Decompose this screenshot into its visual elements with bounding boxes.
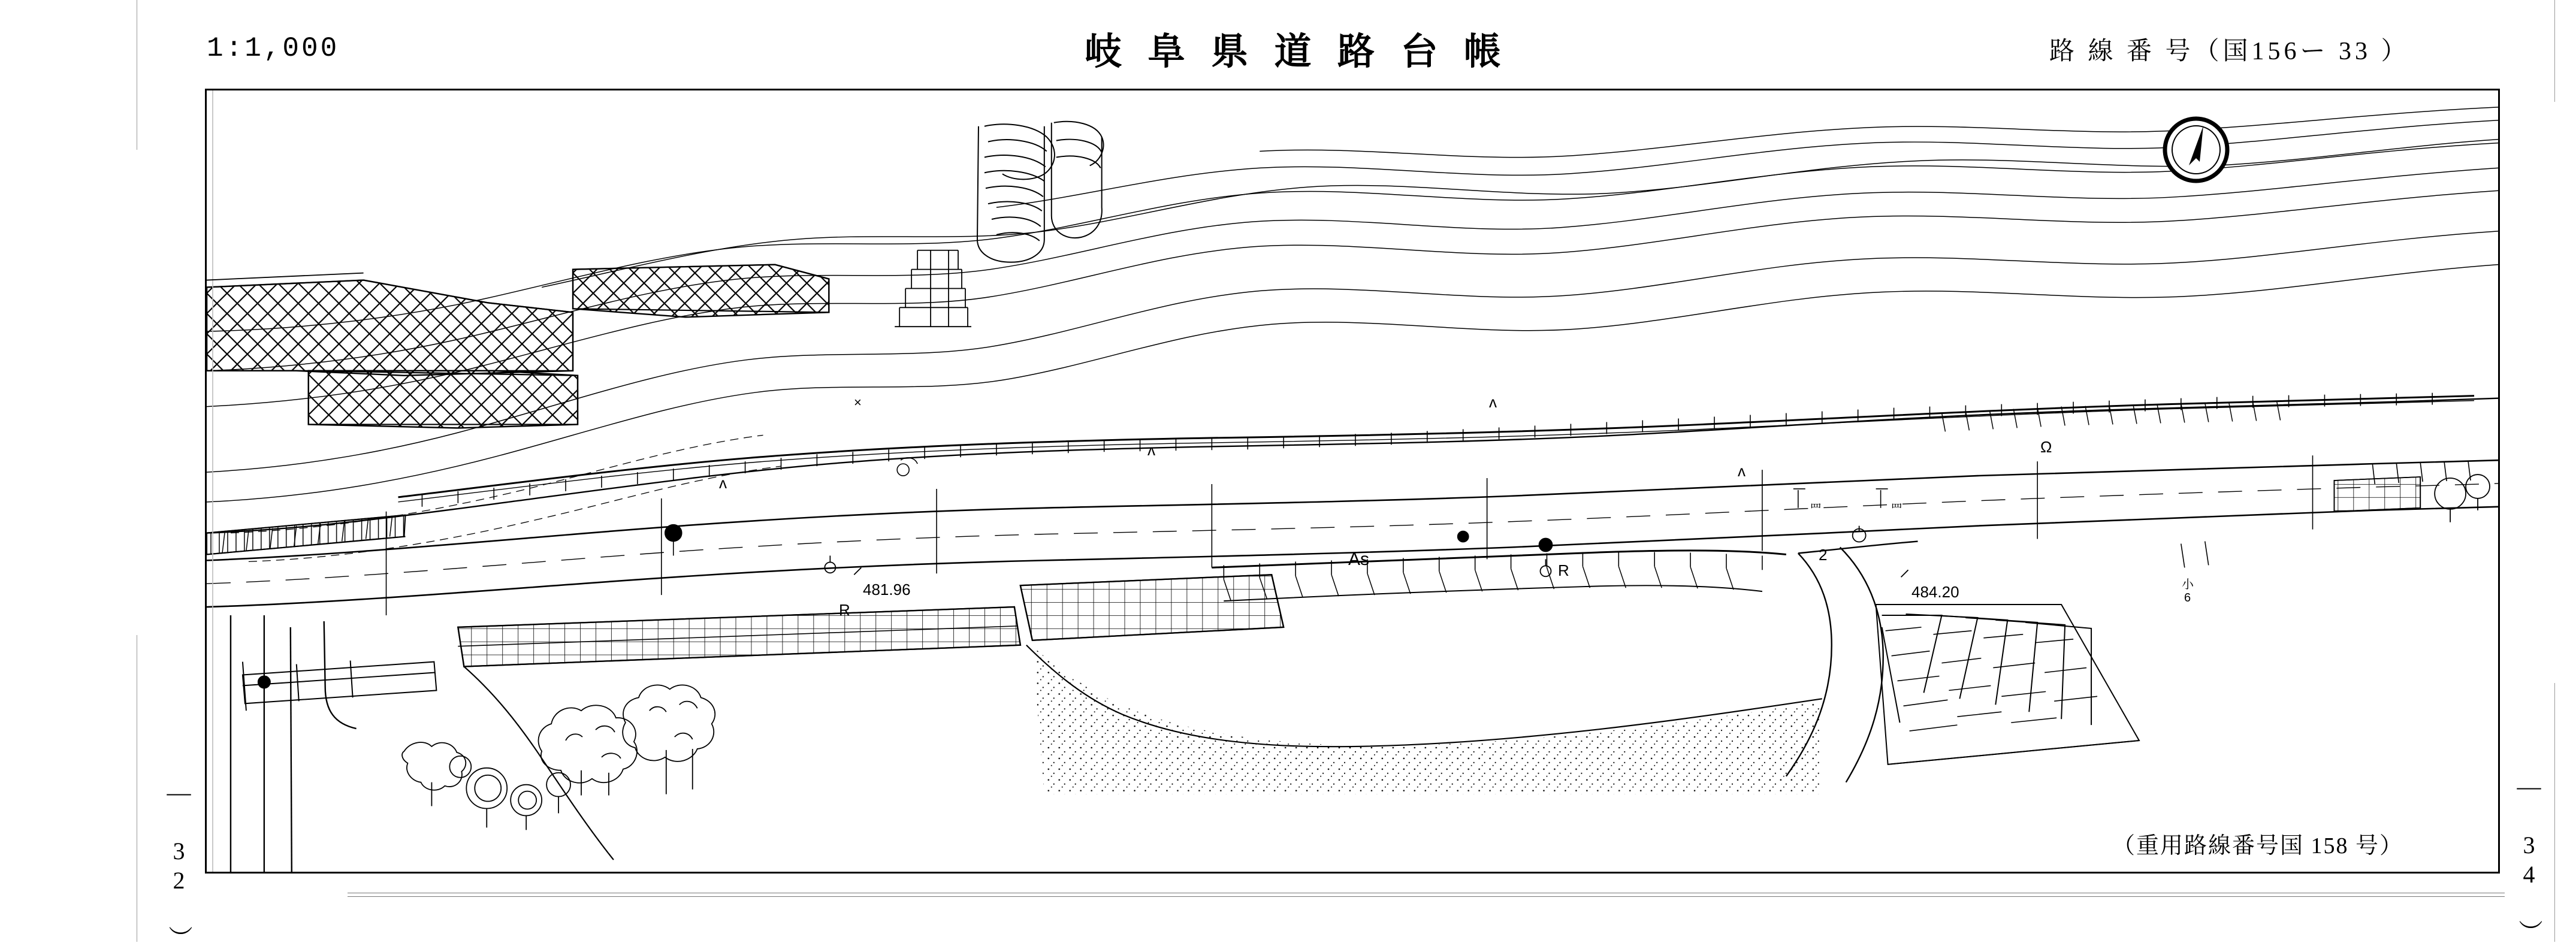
map-annotation-slope-mark-2: 6	[2184, 591, 2191, 605]
map-annotation-post-sym-1: 罒	[1810, 503, 1822, 516]
map-frame	[205, 89, 2500, 874]
page-title: 岐 阜 県 道 路 台 帳	[1085, 32, 1510, 72]
route-number-label: 路 線 番 号（国156ー 33 ）	[2049, 38, 2410, 65]
map-annotation-slope-mark-1: 小	[2182, 578, 2194, 591]
map-annotation-lane-count: 2	[1819, 546, 1828, 564]
page-marker-right: — 34 ）	[2515, 773, 2542, 946]
map-annotation-pavement-as: As	[1348, 549, 1370, 569]
map-annotation-elev-right: 484.20	[1911, 583, 1959, 601]
page-marker-left: — 32 ）	[165, 779, 192, 952]
map-annotation-veg-sym-3: ʌ	[1489, 393, 1497, 411]
map-annotation-marker-r-right: R	[1558, 561, 1569, 579]
map-annotation-veg-sym-1: ʌ	[719, 474, 727, 492]
map-annotation-veg-sym-4: ʌ	[1738, 462, 1745, 480]
bottom-rule-lower	[348, 896, 2505, 897]
road-ledger-plan-drawing	[207, 90, 2498, 872]
map-annotation-post-sym-2: 罒	[1891, 503, 1902, 516]
page-header	[0, 0, 2576, 84]
edge-hairline-right-top	[2554, 0, 2555, 102]
map-annotation-marker-r-left: R	[839, 601, 850, 619]
overlapping-route-note: （重用路線番号国 158 号）	[2112, 833, 2404, 859]
map-annotation-elev-left: 481.96	[863, 581, 911, 599]
compass-north-arrow-icon	[2160, 114, 2232, 186]
map-annotation-veg-sym-5: Ω	[2040, 438, 2052, 456]
map-annotation-veg-sym-6: ×	[854, 395, 862, 410]
edge-hairline-right-bottom	[2554, 683, 2555, 942]
scale-label: 1:1,000	[207, 33, 340, 64]
map-annotation-veg-sym-2: ʌ	[1147, 441, 1155, 459]
